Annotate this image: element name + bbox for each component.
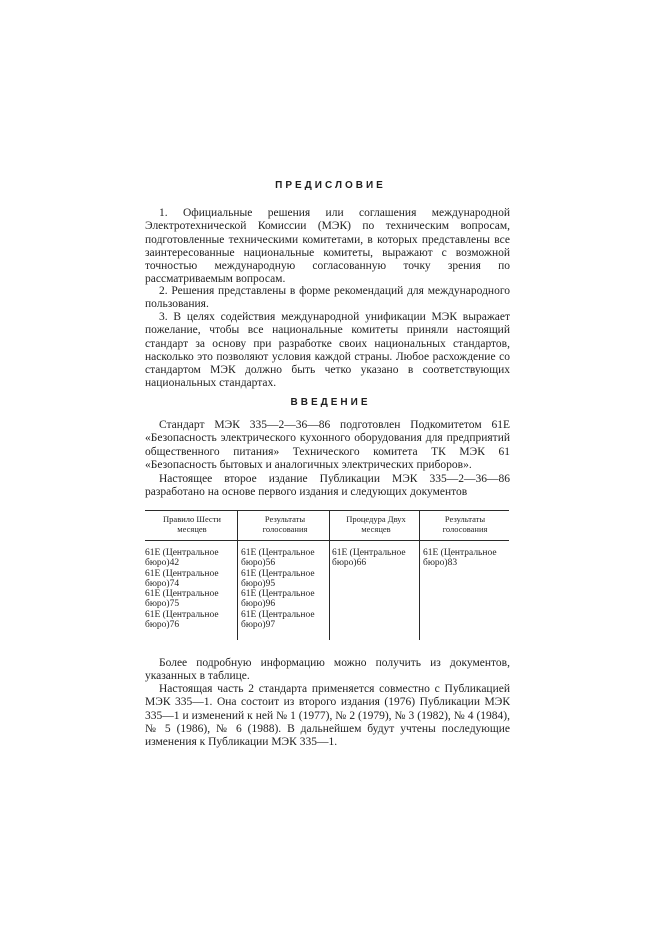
introduction-title: ВВЕДЕНИЕ	[290, 397, 371, 408]
introduction-paragraph-2: Настоящее второе издание Публикации МЭК 335—2—36—86 разработано на основе первого издания и следующих документов	[145, 473, 510, 499]
introduction-paragraph-1: Стандарт МЭК 335—2—36—86 подготовлен Подкомитетом 61Е «Безопасность электрического кухонного оборудования для предприятий общественного питания» Технического комитета ТК МЭК 61 «Безопасность бытовых и аналогичных электрических приборов».	[145, 419, 510, 471]
table-header-rule	[145, 540, 509, 541]
table-header-voting-results-1: Результаты голосования	[262, 514, 308, 534]
table-header-six-month-rule: Правило Шести месяцев	[163, 514, 221, 534]
table-cell: 61Е (Центральное бюро)42 61Е (Центральное бюро)74 61Е (Центральное бюро)75 61Е (Центральное бюро)76	[145, 548, 219, 631]
table-header-two-month-procedure: Процедура Двух месяцев	[346, 514, 406, 534]
foreword-paragraph-3: 3. В целях содействия международной унификации МЭК выражает пожелание, чтобы все национальные комитеты приняли настоящий стандарт за основу при разработке своих национальных стандартов, насколько это позволяют условия каждой страны. Любое расхождение со стандартом МЭК должно быть четко указано в соответствующих национальных стандартах.	[145, 311, 510, 390]
foreword-paragraph-2: 2. Решения представлены в форме рекомендаций для международного пользования.	[145, 285, 510, 311]
table-column-divider	[329, 510, 330, 640]
table-cell: 61Е (Центральное бюро)56 61Е (Центральное бюро)95 61Е (Центральное бюро)96 61Е (Центральное бюро)97	[241, 548, 315, 631]
foreword-title: ПРЕДИСЛОВИЕ	[275, 180, 386, 191]
documents-table	[145, 510, 509, 640]
closing-paragraph-2: Настоящая часть 2 стандарта применяется совместно с Публикацией МЭК 335—1. Она состоит из второго издания (1976) Публикации МЭК 335—1 и изменений к ней № 1 (1977), № 2 (1979), № 3 (1982), № 4 (1984), № 5 (1986), № 6 (1988). В дальнейшем будут учтены последующие изменения к Публикации МЭК 335—1.	[145, 683, 510, 749]
closing-paragraph-1: Более подробную информацию можно получить из документов, указанных в таблице.	[145, 657, 510, 683]
table-top-rule	[145, 510, 509, 511]
table-column-divider	[419, 510, 420, 640]
table-cell: 61Е (Центральное бюро)66	[332, 548, 406, 569]
foreword-paragraph-1: 1. Официальные решения или соглашения международной Электротехнической Комиссии (МЭК) по техническим вопросам, подготовленные техническими комитетами, в которых представлены все заинтересованные национальные комитеты, выражают с возможной точностью международную согласованную точку зрения по рассматриваемым вопросам.	[145, 207, 510, 286]
table-cell: 61Е (Центральное бюро)83	[423, 548, 497, 569]
table-column-divider	[237, 510, 238, 640]
table-header-voting-results-2: Результаты голосования	[442, 514, 488, 534]
